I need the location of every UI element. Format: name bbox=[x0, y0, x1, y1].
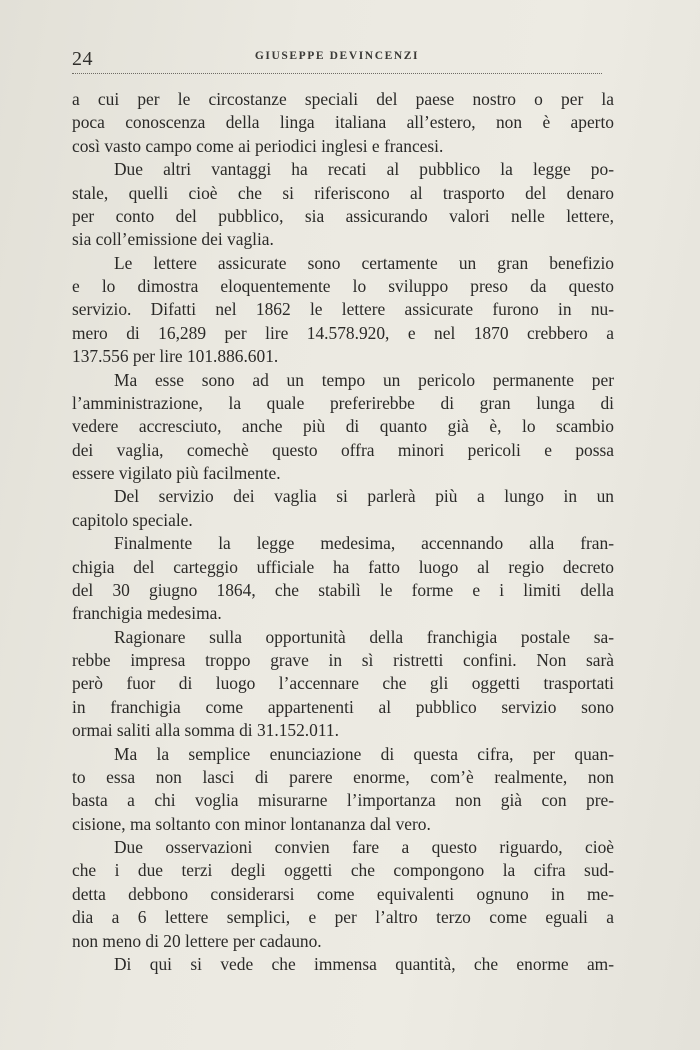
text-line: mero di 16,289 per lire 14.578.920, e nel 1870 crebbero a bbox=[72, 322, 614, 343]
text-line: to essa non lasci di parere enorme, com’è realmente, non bbox=[72, 766, 614, 787]
text-line: Due altri vantaggi ha recati al pubblico la legge po- bbox=[114, 159, 614, 180]
text-line: chigia del carteggio ufficiale ha fatto luogo al regio decreto bbox=[72, 556, 614, 577]
text-line: che i due terzi degli oggetti che compongono la cifra sud- bbox=[72, 860, 614, 881]
text-line: così vasto campo come ai periodici inglesi e francesi. bbox=[72, 135, 444, 156]
text-line: Due osservazioni convien fare a questo riguardo, cioè bbox=[114, 837, 614, 857]
running-title: GIUSEPPE DEVINCENZI bbox=[254, 50, 420, 62]
text-line: per conto del pubblico, sia assicurando valori nelle lettere, bbox=[72, 205, 614, 226]
text-line: Le lettere assicurate sono certamente un gran benefizio bbox=[114, 252, 614, 273]
text-line: stale, quelli cioè che si riferiscono al trasporto del denaro bbox=[72, 182, 614, 203]
text-line: franchigia medesima. bbox=[72, 603, 222, 624]
text-line: Finalmente la legge medesima, accennando alla fran- bbox=[114, 533, 614, 554]
text-line: Ma la semplice enunciazione di questa cifra, per quan- bbox=[114, 743, 614, 764]
text-line: poca conoscenza della linga italiana all’estero, non è aperto bbox=[72, 112, 614, 133]
text-line: Di qui si vede che immensa quantità, che enorme am- bbox=[114, 953, 614, 974]
text-line: sia coll’emissione dei vaglia. bbox=[72, 229, 274, 250]
text-line: capitolo speciale. bbox=[72, 509, 193, 530]
text-line: però fuor di luogo l’accennare che gli oggetti trasportati bbox=[72, 673, 614, 694]
text-line: Ragionare sulla opportunità della franchigia postale sa- bbox=[114, 626, 614, 647]
text-line: dei vaglia, comechè questo offra minori pericoli e possa bbox=[72, 439, 614, 460]
header-dotted-rule bbox=[72, 73, 602, 74]
text-line: vedere accresciuto, anche più di quanto già è, lo scambio bbox=[72, 416, 614, 437]
text-line: rebbe impresa troppo grave in sì ristretti confini. Non sarà bbox=[72, 650, 614, 670]
text-line: cisione, ma soltanto con minor lontananza dal vero. bbox=[72, 813, 431, 834]
text-line: Del servizio dei vaglia si parlerà più a lungo in un bbox=[114, 486, 614, 507]
text-line: del 30 giugno 1864, che stabilì le forme e i limiti della bbox=[72, 579, 614, 600]
text-line: dia a 6 lettere semplici, e per l’altro terzo come eguali a bbox=[72, 907, 614, 928]
text-line: non meno di 20 lettere per cadauno. bbox=[72, 930, 322, 951]
text-line: a cui per le circostanze speciali del paese nostro o per la bbox=[72, 89, 614, 109]
text-line: in franchigia come appartenenti al pubblico servizio sono bbox=[72, 696, 614, 717]
running-head bbox=[72, 44, 602, 76]
text-line: essere vigilato più facilmente. bbox=[72, 463, 281, 483]
page-number: 24 bbox=[72, 48, 93, 70]
text-line: l’amministrazione, la quale preferirebbe di gran lunga di bbox=[72, 392, 614, 413]
text-line: basta a chi voglia misurarne l’importanza non già con pre- bbox=[72, 790, 614, 811]
text-line: detta debbono considerarsi come equivalenti ognuno in me- bbox=[72, 883, 614, 904]
body-text bbox=[72, 88, 614, 976]
text-line: servizio. Difatti nel 1862 le lettere assicurate furono in nu- bbox=[72, 299, 614, 320]
text-line: 137.556 per lire 101.886.601. bbox=[72, 346, 279, 367]
text-line: e lo dimostra eloquentemente lo sviluppo preso da questo bbox=[72, 276, 614, 296]
text-line: ormai saliti alla somma di 31.152.011. bbox=[72, 720, 339, 741]
text-line: Ma esse sono ad un tempo un pericolo permanente per bbox=[114, 369, 614, 390]
